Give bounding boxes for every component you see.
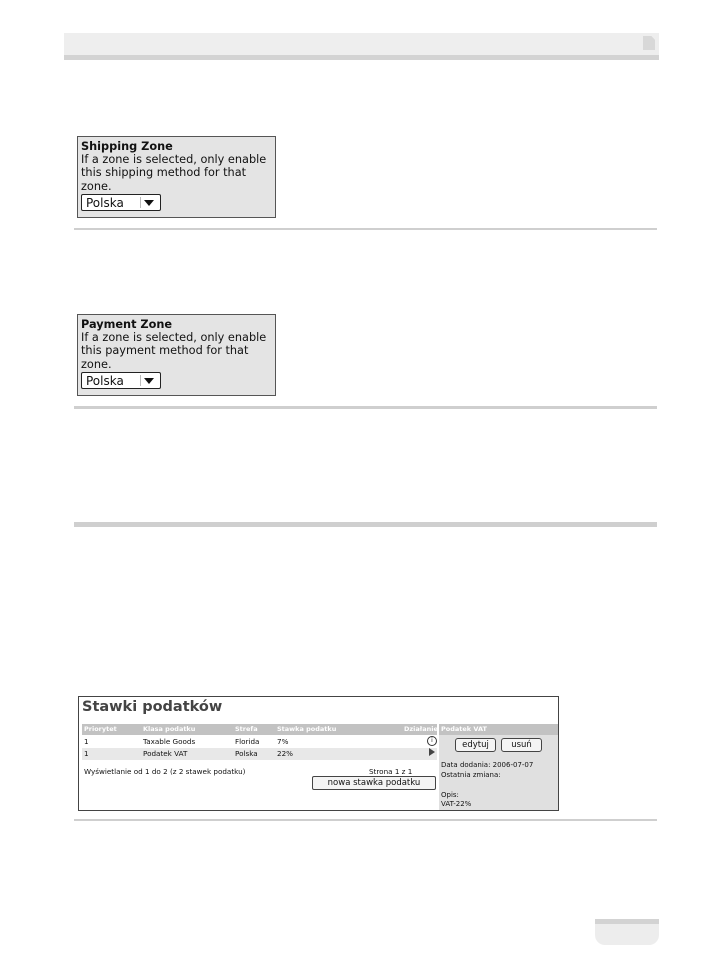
section-divider: [74, 406, 657, 409]
shipping-zone-panel: [77, 136, 276, 218]
shipping-zone-select[interactable]: [81, 194, 161, 211]
info-icon[interactable]: i: [427, 736, 437, 746]
cell-tax-class: Podatek VAT: [143, 749, 188, 758]
cell-priority: 1: [84, 749, 89, 758]
chevron-down-icon[interactable]: [144, 378, 154, 384]
page-header-bar: [64, 33, 659, 60]
payment-zone-select-value: Polska: [86, 373, 124, 388]
chevron-down-icon[interactable]: [144, 200, 154, 206]
select-divider: [140, 197, 141, 208]
edit-button[interactable]: edytuj: [455, 738, 496, 752]
select-divider: [140, 375, 141, 386]
column-header-rate: Stawka podatku: [277, 725, 337, 733]
shipping-zone-select-value: Polska: [86, 195, 124, 210]
info-panel-header: Podatek VAT: [439, 724, 558, 735]
description-label: Opis:: [441, 791, 459, 799]
listing-summary: Wyświetlanie od 1 do 2 (z 2 stawek podatku): [84, 767, 246, 776]
cell-zone: Florida: [235, 737, 260, 746]
pagination-text: Strona 1 z 1: [369, 767, 413, 776]
tax-rates-panel: [78, 696, 559, 811]
page-number-tab: [595, 919, 659, 945]
section-divider: [74, 522, 657, 527]
column-header-priority: Priorytet: [84, 725, 117, 733]
payment-zone-title: Payment Zone: [81, 318, 173, 331]
table-row[interactable]: [82, 736, 437, 748]
tax-rates-header: [82, 724, 437, 735]
section-divider: [74, 819, 657, 821]
date-added: Data dodania: 2006-07-07: [441, 761, 534, 769]
column-header-zone: Strefa: [235, 725, 258, 733]
column-header-tax-class: Klasa podatku: [143, 725, 196, 733]
payment-zone-description: If a zone is selected, only enable this payment method for that zone.: [81, 331, 267, 371]
last-modified: Ostatnia zmiana:: [441, 771, 501, 779]
cell-rate: 7%: [277, 737, 289, 746]
column-header-action: Działanie: [404, 725, 438, 733]
cell-zone: Polska: [235, 749, 258, 758]
tax-rates-title: Stawki podatków: [82, 699, 223, 715]
description-value: VAT-22%: [441, 800, 472, 808]
delete-button[interactable]: usuń: [501, 738, 542, 752]
new-tax-rate-button[interactable]: nowa stawka podatku: [312, 776, 436, 790]
play-icon: [429, 748, 435, 756]
shipping-zone-title: Shipping Zone: [81, 140, 173, 153]
cell-tax-class: Taxable Goods: [143, 737, 196, 746]
tax-rate-info-panel: [439, 724, 558, 810]
payment-zone-select[interactable]: [81, 372, 161, 389]
page-corner-icon: [643, 36, 655, 50]
table-row[interactable]: [82, 748, 437, 760]
payment-zone-panel: [77, 314, 276, 396]
cell-rate: 22%: [277, 749, 293, 758]
section-divider: [74, 228, 657, 230]
cell-priority: 1: [84, 737, 89, 746]
shipping-zone-description: If a zone is selected, only enable this shipping method for that zone.: [81, 153, 267, 193]
